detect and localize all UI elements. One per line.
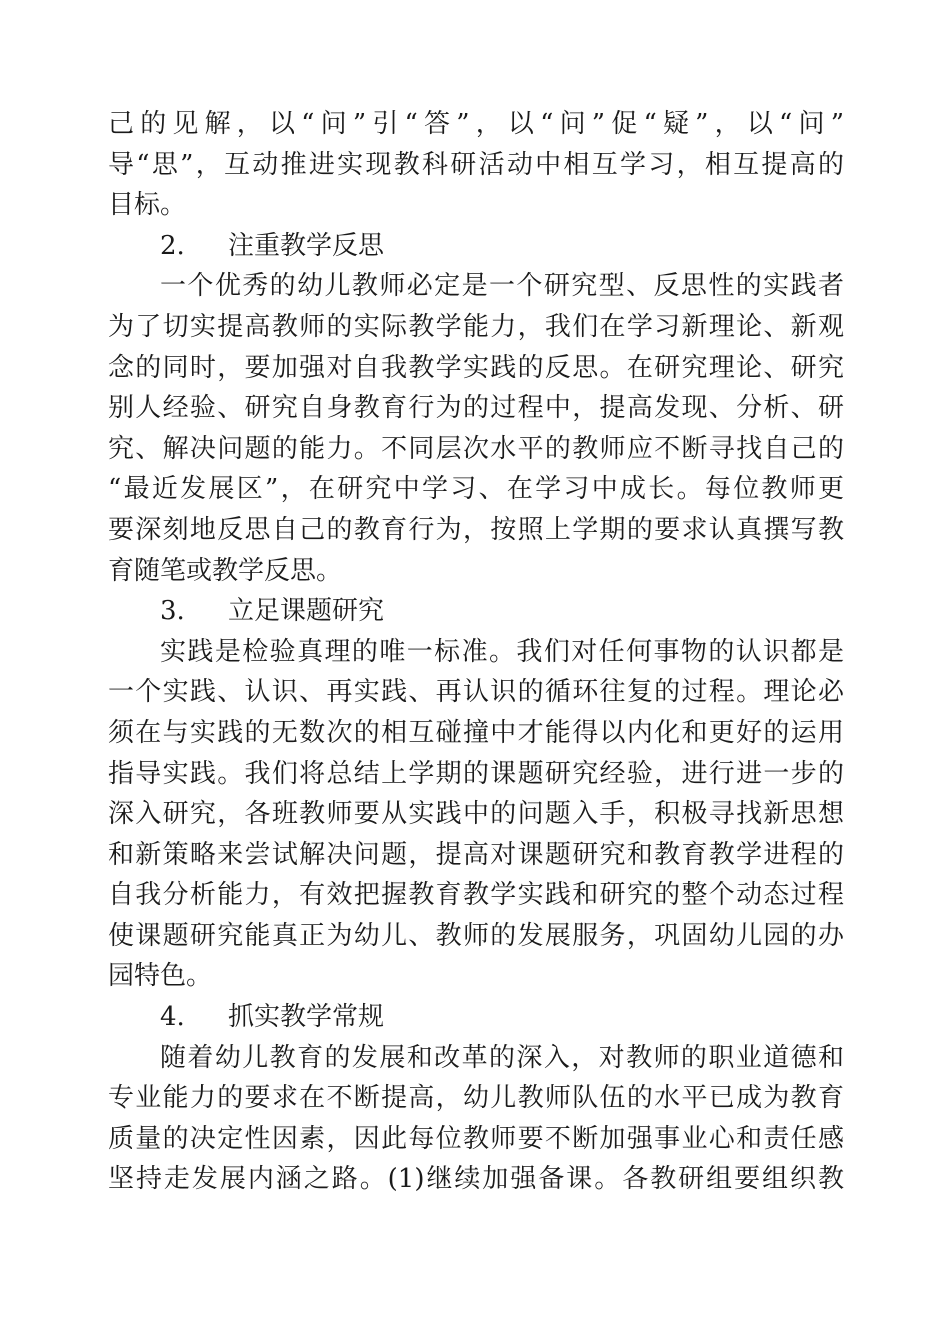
text-line: 须在与实践的无数次的相互碰撞中才能得以内化和更好的运用 — [108, 717, 844, 748]
text-line: 一个优秀的幼儿教师必定是一个研究型、反思性的实践者 — [160, 271, 844, 302]
text-line: 要深刻地反思自己的教育行为，按照上学期的要求认真撰写教 — [108, 514, 844, 545]
heading-title: 立足课题研究 — [228, 596, 385, 627]
text-line: 质量的决定性因素，因此每位教师要不断加强事业心和责任感 — [108, 1123, 844, 1154]
text-line: 园特色。 — [108, 961, 213, 992]
text-line: 育随笔或教学反思。 — [108, 555, 343, 586]
heading-number: 4. — [160, 1002, 185, 1033]
heading-title: 抓实教学常规 — [228, 1002, 385, 1033]
text-line: 念的同时，要加强对自我教学实践的反思。在研究理论、研究 — [108, 352, 844, 383]
text-line: 别人经验、研究自身教育行为的过程中，提高发现、分析、研 — [108, 393, 844, 424]
text-line: 和新策略来尝试解决问题，提高对课题研究和教育教学进程的 — [108, 839, 844, 870]
text-line: 坚持走发展内涵之路。(1)继续加强备课。各教研组要组织教 — [108, 1164, 844, 1195]
paragraph-teaching-reflection — [108, 266, 844, 591]
text-line: 使课题研究能真正为幼儿、教师的发展服务，巩固幼儿园的办 — [108, 920, 844, 951]
text-line: 专业能力的要求在不断提高，幼儿教师队伍的水平已成为教育 — [108, 1083, 844, 1114]
heading-3 — [108, 591, 844, 632]
text-line: 目标。 — [108, 190, 187, 221]
text-line: 导“思”，互动推进实现教科研活动中相互学习，相互提高的 — [108, 149, 844, 180]
text-line: “最近发展区”，在研究中学习、在学习中成长。每位教师更 — [108, 474, 844, 505]
document-page — [108, 104, 844, 1200]
text-line: 深入研究，各班教师要从实践中的问题入手，积极寻找新思想 — [108, 799, 844, 830]
text-line: 指导实践。我们将总结上学期的课题研究经验，进行进一步的 — [108, 758, 844, 789]
text-line: 一个实践、认识、再实践、再认识的循环往复的过程。理论必 — [108, 677, 844, 708]
heading-4 — [108, 997, 844, 1038]
text-line: 究、解决问题的能力。不同层次水平的教师应不断寻找自己的 — [108, 433, 844, 464]
heading-title: 注重教学反思 — [228, 230, 385, 261]
heading-number: 2. — [160, 230, 185, 261]
text-line: 自我分析能力，有效把握教育教学实践和研究的整个动态过程 — [108, 880, 844, 911]
heading-2 — [108, 226, 844, 267]
paragraph-intro-continued — [108, 104, 844, 226]
text-line: 为了切实提高教师的实际教学能力，我们在学习新理论、新观 — [108, 311, 844, 342]
text-line: 实践是检验真理的唯一标准。我们对任何事物的认识都是 — [160, 636, 844, 667]
heading-number: 3. — [160, 596, 185, 627]
text-line: 己的见解，以“问”引“答”，以“问”促“疑”，以“问” — [108, 109, 844, 139]
text-line: 随着幼儿教育的发展和改革的深入，对教师的职业道德和 — [160, 1042, 844, 1073]
paragraph-topic-research — [108, 632, 844, 997]
paragraph-teaching-routine — [108, 1038, 844, 1200]
